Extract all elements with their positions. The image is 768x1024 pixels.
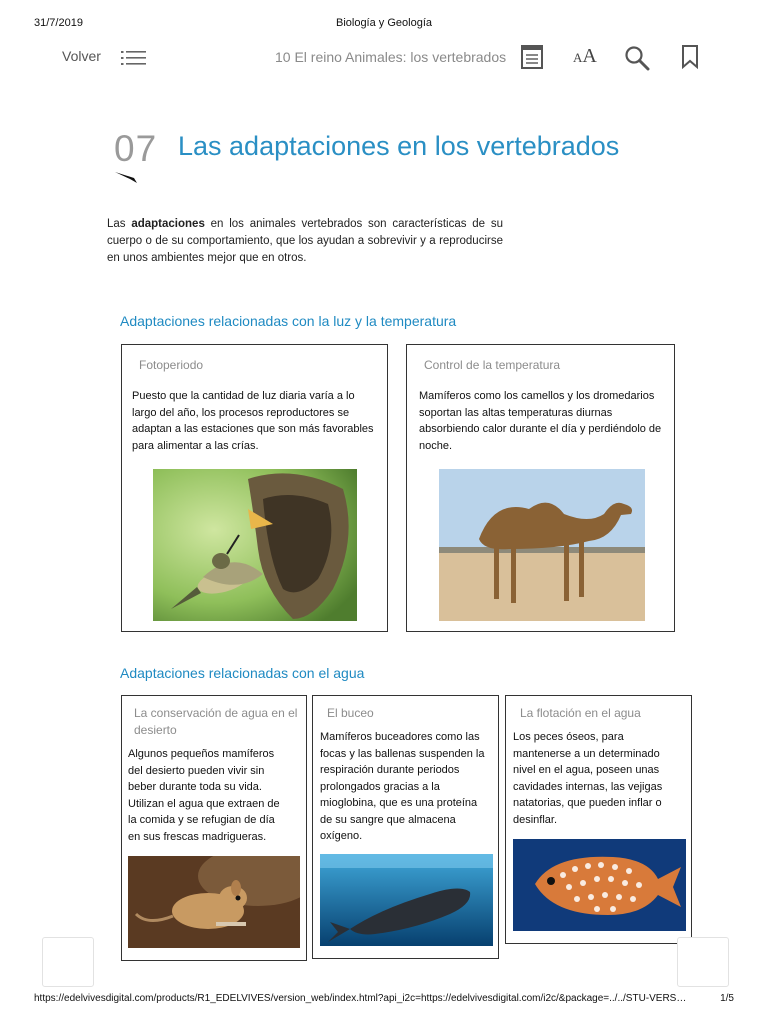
intro-paragraph [107,216,503,267]
font-size-icon[interactable] [573,45,599,69]
back-button[interactable]: Volver [62,48,101,64]
card-title: Fotoperiodo [139,358,204,372]
section-mark-decoration [114,170,140,184]
document-icon[interactable] [521,45,543,69]
card-conservacion-agua [121,695,307,961]
card-title: Control de la temperatura [424,358,561,372]
camel-image [439,469,645,621]
card-text: Los peces óseos, para mantenerse a un determinado nivel en el agua, poseen unas cavidades internas, las vejigas natatorias, que pueden inflar o desinflar. [513,731,663,826]
card-text: Mamíferos como los camellos y los dromedarios soportan las altas temperaturas diurnas absorbiendo calor durante el día y perdiéndolo de noche. [419,390,662,452]
card-control-temperatura [406,344,675,632]
print-footer-page: 1/5 [720,993,734,1004]
card-text: Mamíferos buceadores como las focas y las ballenas suspenden la respiración durante periodos prolongados gracias a la mioglobina, que es una proteína de su sangre que almacena oxígeno. [320,731,485,842]
search-icon[interactable] [624,45,650,71]
boxfish-image [513,839,686,931]
card-flotacion [505,695,692,944]
subheading-light-temperature: Adaptaciones relacionadas con la luz y la temperatura [120,313,457,329]
print-footer-url: https://edelvivesdigital.com/products/R1_EDELVIVES/version_web/index.html?api_i2c=https://edelvivesdigital.com/i2c/&package=../../STU-VERS… [34,993,687,1004]
card-text: Puesto que la cantidad de luz diaria varía a lo largo del año, los procesos reproductores se adaptan a las estaciones que son más favorables para alimentar a las crías. [132,390,374,452]
card-fotoperiodo [121,344,388,632]
whale-image [320,854,493,946]
intro-text-end: en los animales vertebrados son características de su cuerpo o de su comportamiento, que los ayudan a sobrevivir y a reproducirse en unos ambientes mejor que en otros. [107,218,503,264]
subheading-water: Adaptaciones relacionadas con el agua [120,665,365,681]
card-title: El buceo [327,706,374,720]
intro-text-start: Las [107,218,132,230]
list-icon[interactable] [121,50,147,66]
kangaroo-rat-image [128,856,300,948]
hummingbird-nest-image [153,469,357,621]
font-size-small-glyph: A [573,50,583,65]
previous-page-button[interactable] [42,937,94,987]
section-title: Las adaptaciones en los vertebrados [178,131,620,161]
card-buceo [312,695,499,959]
card-text: Algunos pequeños mamíferos del desierto pueden vivir sin beber durante toda su vida. Utilizan el agua que extraen de la comida y se refugian de día en sus frescas madrigueras. [128,748,280,843]
card-title: La conservación de agua en el desierto [134,706,298,737]
intro-keyword: adaptaciones [131,218,205,230]
card-title: La flotación en el agua [520,706,641,720]
font-size-big-glyph: A [582,45,597,67]
print-date: 31/7/2019 [34,17,83,29]
bookmark-icon[interactable] [680,45,700,69]
chapter-title: 10 El reino Animales: los vertebrados [275,49,507,65]
next-page-button[interactable] [677,937,729,987]
section-number: 07 [114,128,158,169]
print-title: Biología y Geología [335,17,432,29]
